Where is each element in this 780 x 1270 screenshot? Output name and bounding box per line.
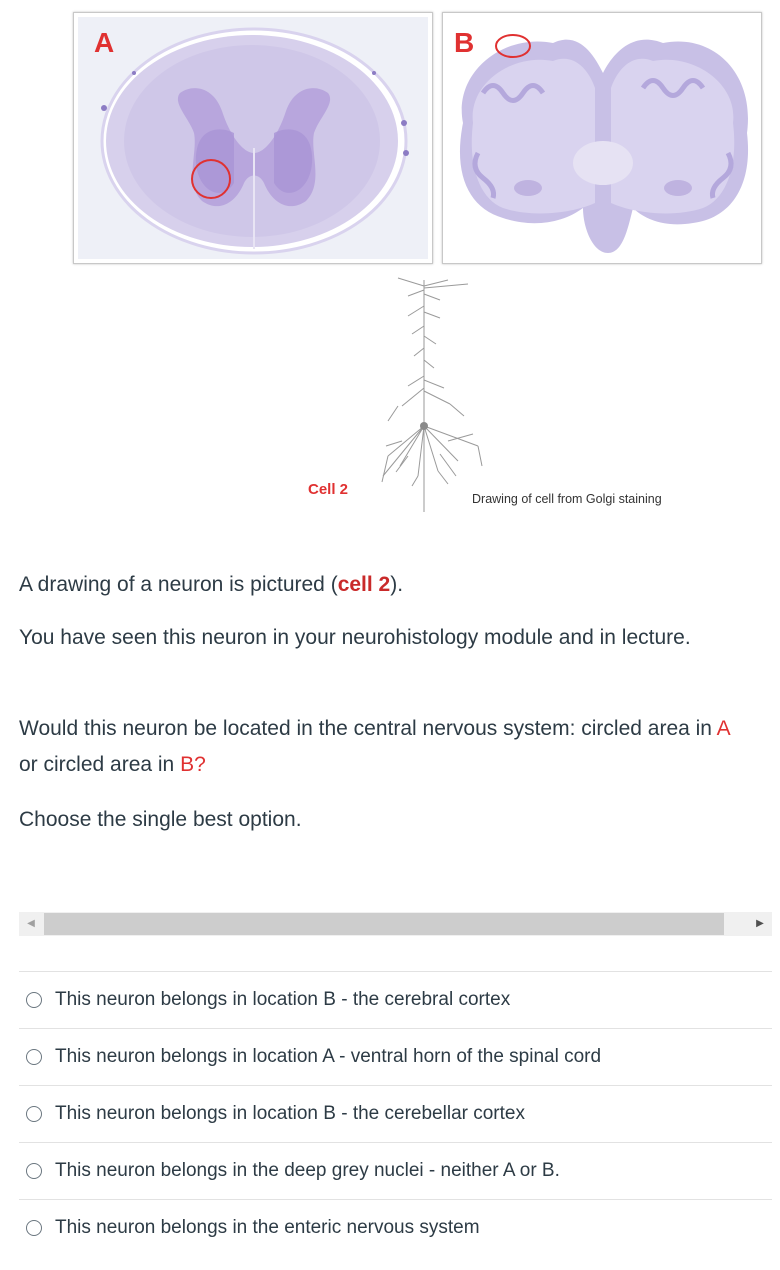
- question-text-end: ).: [390, 573, 404, 596]
- radio-button[interactable]: [26, 992, 42, 1008]
- question-text-mid: or circled area in: [19, 753, 181, 776]
- location-b-highlight: B?: [180, 753, 206, 776]
- radio-button[interactable]: [26, 1049, 42, 1065]
- answer-option-1[interactable]: [19, 971, 772, 1028]
- answer-option-5[interactable]: [19, 1199, 772, 1256]
- drawing-caption: Drawing of cell from Golgi staining: [472, 492, 662, 506]
- horizontal-scrollbar[interactable]: [19, 912, 772, 936]
- question-paragraph-3: [19, 711, 754, 783]
- cell-2-highlight: cell 2: [337, 573, 391, 596]
- radio-button[interactable]: [26, 1220, 42, 1236]
- answer-option-2[interactable]: [19, 1028, 772, 1085]
- question-paragraph-1: [19, 567, 754, 603]
- scroll-right-arrow-icon[interactable]: ▶: [756, 918, 764, 929]
- question-text: Would this neuron be located in the central nervous system: circled area in: [19, 717, 717, 740]
- answer-label: This neuron belongs in location A - ventral horn of the spinal cord: [55, 1046, 602, 1067]
- location-a-highlight: A: [716, 717, 730, 740]
- question-text: A drawing of a neuron is pictured (: [19, 573, 338, 596]
- spinal-cord-image: [73, 12, 433, 264]
- radio-button[interactable]: [26, 1163, 42, 1179]
- question-paragraph-4: Choose the single best option.: [19, 808, 302, 831]
- brain-coronal-section-illustration: [443, 13, 761, 263]
- cell-2-label: Cell 2: [308, 481, 349, 498]
- scrollbar-thumb[interactable]: [44, 913, 724, 935]
- answer-label: This neuron belongs in location B - the cerebellar cortex: [55, 1103, 525, 1124]
- spinal-cord-section-illustration: [74, 13, 432, 263]
- answer-options: [19, 971, 772, 1256]
- scroll-left-arrow-icon[interactable]: ◀: [27, 918, 35, 929]
- answer-label: This neuron belongs in location B - the cerebral cortex: [55, 989, 511, 1010]
- panel-b-letter: B: [454, 27, 475, 58]
- answer-label: This neuron belongs in the enteric nervous system: [55, 1217, 480, 1238]
- golgi-neuron-drawing: [378, 276, 488, 516]
- answer-option-3[interactable]: [19, 1085, 772, 1142]
- brain-section-image: [442, 12, 762, 264]
- panel-a-letter: A: [94, 27, 115, 58]
- radio-button[interactable]: [26, 1106, 42, 1122]
- question-paragraph-2: You have seen this neuron in your neurohistology module and in lecture.: [19, 626, 691, 649]
- answer-option-4[interactable]: [19, 1142, 772, 1199]
- answer-label: This neuron belongs in the deep grey nuclei - neither A or B.: [55, 1160, 560, 1181]
